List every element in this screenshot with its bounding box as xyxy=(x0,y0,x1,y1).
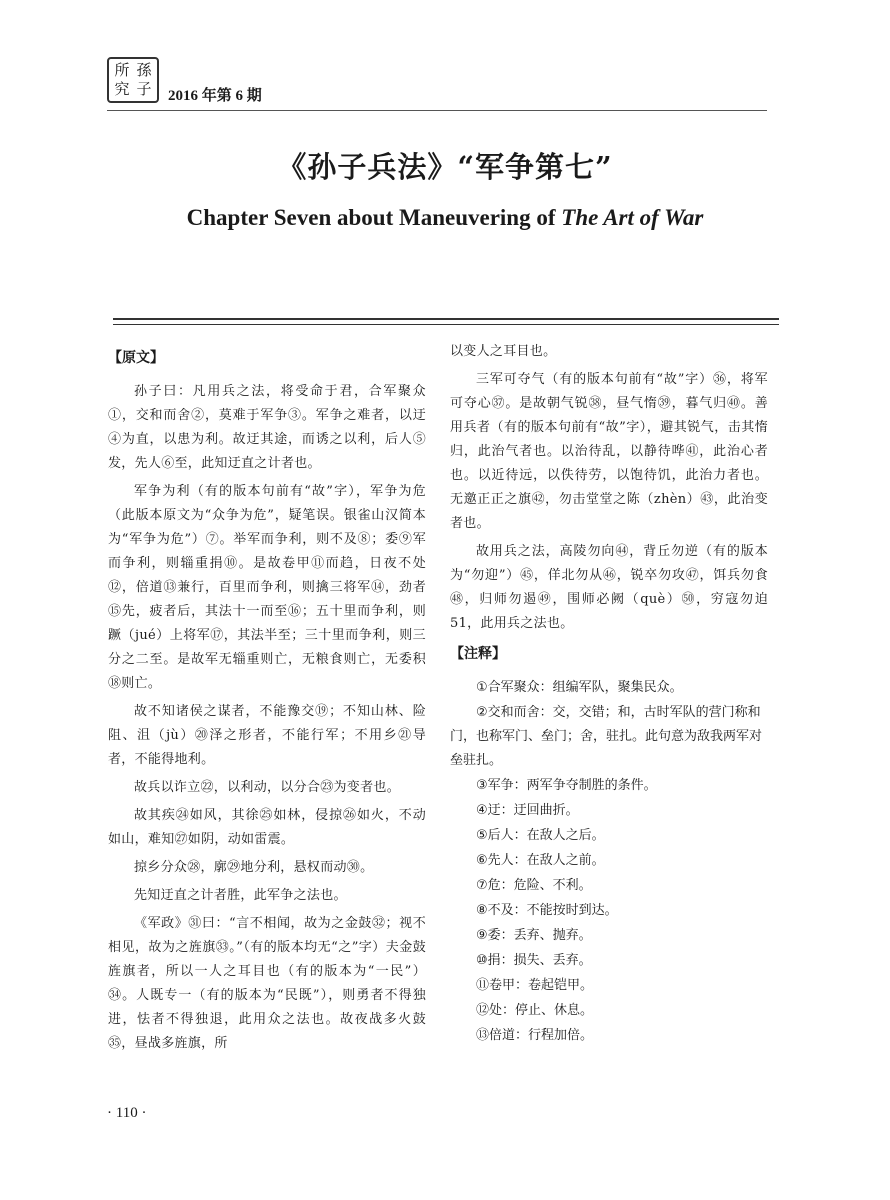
note-item: ⑨委：丢弃、抛弃。 xyxy=(476,928,592,943)
note-item: ③军争：两军争夺制胜的条件。 xyxy=(476,778,657,793)
note-item: ①合军聚众：组编军队，聚集民众。 xyxy=(476,680,683,695)
paragraph: 军争为利（有的版本句前有“故”字），军争为危（此版本原文为“众争为危”，疑笔误。银雀山汉简本为“军争为危”）⑦。举军而争利，则不及⑧；委⑨军而争利，则辎重捐⑩。是故卷甲⑪而趋，日夜不处⑫，倍道⑬兼行，百里而争利，则擒三将军⑭，劲者⑮先，疲者后，其法十一而至⑯；五十里而争利，则蹶（jué）上将军⑰，其法半至；三十里而争利，则三分之二至。是故军无辎重则亡，无粮食则亡，无委积⑱则亡。 xyxy=(108,484,426,691)
paragraph: 三军可夺气（有的版本句前有“故”字）㊱，将军可夺心㊲。是故朝气锐㊳，昼气惰㊴，暮气归㊵。善用兵者（有的版本句前有“故”字），避其锐气，击其惰归，此治气者也。以治待乱，以静待哗㊶，此治心者也。以近待远，以佚待劳，以饱待饥，此治力者也。无邀正正之旗㊷，勿击堂堂之陈（zhèn）㊸，此治变者也。 xyxy=(450,372,768,531)
paragraph: 《军政》㉛曰：“言不相闻，故为之金鼓㉜；视不相见，故为之旌旗㉝。”（有的版本均无“之”字）夫金鼓旌旗者，所以一人之耳目也（有的版本为“一民”）㉞。人既专一（有的版本为“民既”），则勇者不得独进，怯者不得独退，此用众之法也。故夜战多火鼓㉟，昼战多旌旗，所 xyxy=(108,916,426,1051)
paragraph: 孙子曰：凡用兵之法，将受命于君，合军聚众①，交和而舍②，莫难于军争③。军争之难者，以迂④为直，以患为利。故迂其途，而诱之以利，后人⑤发，先人⑥至，此知迂直之计者也。 xyxy=(108,384,426,471)
logo-char: 子 xyxy=(136,80,152,98)
paragraph: 故不知诸侯之谋者，不能豫交⑲；不知山林、险阻、沮（jù）⑳泽之形者，不能行军；不用乡㉑导者，不能得地利。 xyxy=(108,704,426,767)
note-item: ④迂：迂回曲折。 xyxy=(476,803,579,818)
left-column xyxy=(108,340,426,1060)
journal-logo xyxy=(107,57,159,103)
note-item: ⑦危：危险、不利。 xyxy=(476,878,592,893)
header-divider xyxy=(107,110,767,111)
double-rule-bottom xyxy=(113,324,779,325)
logo-char: 所 xyxy=(114,61,130,79)
note-item: ②交和而舍：交，交错；和，古时军队的营门称和门，也称军门、垒门；舍，驻扎。此句意为敌我两军对垒驻扎。 xyxy=(450,705,763,768)
note-item: ⑤后人：在敌人之后。 xyxy=(476,828,605,843)
note-item: ⑫处：停止、休息。 xyxy=(476,1003,594,1018)
paragraph: 故其疾㉔如风，其徐㉕如林，侵掠㉖如火，不动如山，难知㉗如阴，动如雷震。 xyxy=(108,808,426,847)
paragraph-continued: 以变人之耳目也。 xyxy=(450,344,557,359)
section-heading-original: 【原文】 xyxy=(108,350,164,366)
note-item: ⑧不及：不能按时到达。 xyxy=(476,903,618,918)
logo-char: 究 xyxy=(114,80,130,98)
note-item: ⑩捐：损失、丢弃。 xyxy=(476,953,592,968)
subtitle-text: Chapter Seven about Maneuvering of xyxy=(186,205,562,230)
note-item: ⑪卷甲：卷起铠甲。 xyxy=(476,978,594,993)
note-item: ⑬倍道：行程加倍。 xyxy=(476,1028,594,1043)
paragraph: 故用兵之法，高陵勿向㊹，背丘勿逆（有的版本为“勿迎”）㊺，佯北勿从㊻，锐卒勿攻㊼，饵兵勿食㊽，归师勿遏㊾，围师必阙（què）㊿，穷寇勿迫51，此用兵之法也。 xyxy=(450,544,768,631)
subtitle-italic: The Art of War xyxy=(561,205,704,230)
page-title: 《孙子兵法》“军争第七” xyxy=(277,150,613,184)
page-subtitle xyxy=(0,205,890,231)
logo-char: 孫 xyxy=(136,61,152,79)
paragraph: 先知迂直之计者胜，此军争之法也。 xyxy=(134,888,347,903)
paragraph: 故兵以诈立㉒，以利动，以分合㉓为变者也。 xyxy=(134,780,401,795)
paragraph: 掠乡分众㉘，廓㉙地分利，悬权而动㉚。 xyxy=(134,860,374,875)
page-number: · 110 · xyxy=(107,1105,147,1121)
section-heading-notes: 【注释】 xyxy=(450,646,506,662)
note-item: ⑥先人：在敌人之前。 xyxy=(476,853,605,868)
right-column xyxy=(450,340,768,1049)
double-rule-top xyxy=(113,318,779,320)
issue-label: 2016 年第 6 期 xyxy=(168,88,262,104)
